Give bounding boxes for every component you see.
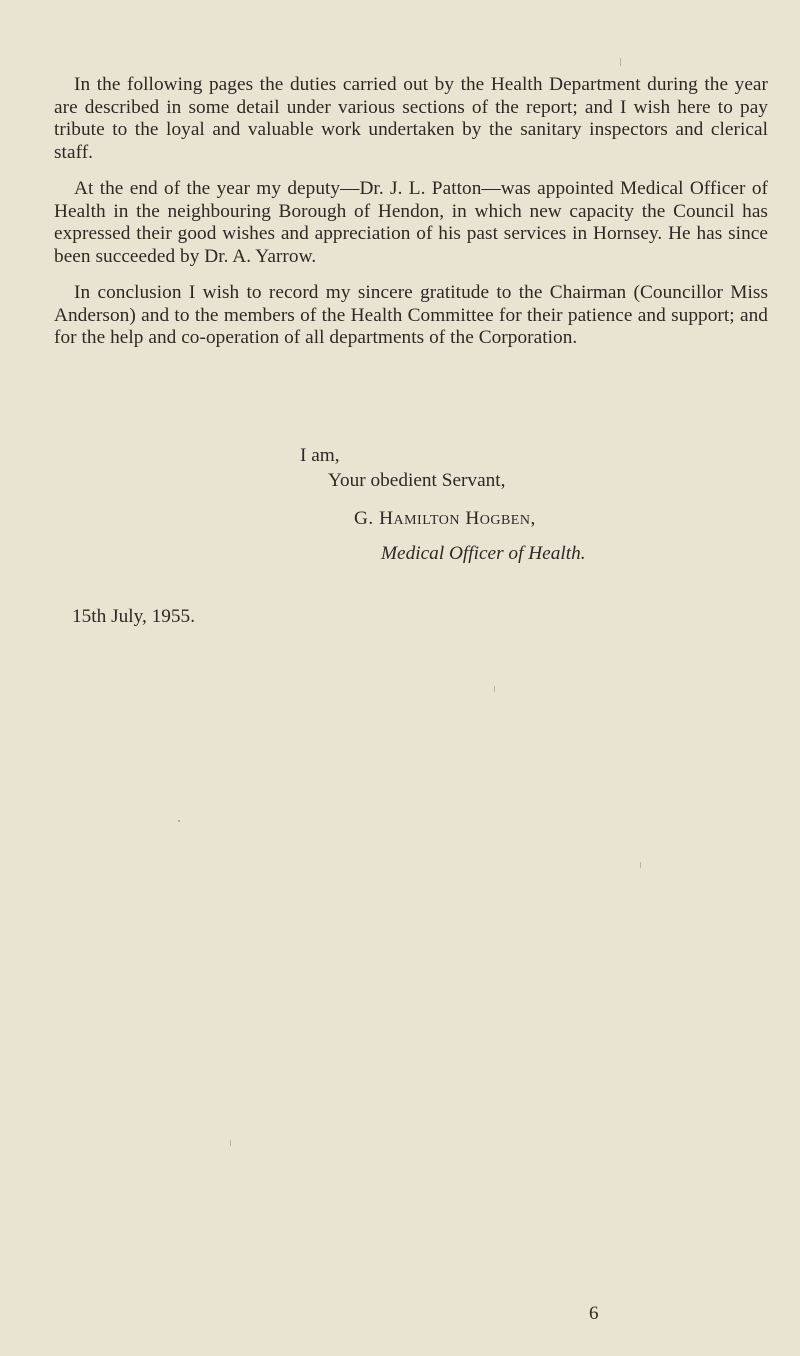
body-text: [54, 74, 768, 364]
closing-salutation: I am,: [300, 445, 340, 466]
paper-speck: [494, 686, 495, 692]
closing-valediction: Your obedient Servant,: [328, 470, 506, 491]
page-number: 6: [589, 1303, 599, 1324]
paragraph-conclusion: In conclusion I wish to record my sincere gratitude to the Chairman (Councillor Miss Anderson) and to the members of the Health Committee for their patience and support; and for the help and co-operation of all departments of the Corporation.: [54, 282, 768, 348]
paragraph-tribute: In the following pages the duties carried out by the Health Department during the year are described in some detail under various sections of the report; and I wish here to pay tribute to the loyal and valuable work undertaken by the sanitary inspectors and clerical staff.: [54, 74, 768, 163]
paper-speck: [178, 820, 180, 822]
signatory-name: G. Hamilton Hogben,: [354, 508, 536, 529]
paragraph-deputy: At the end of the year my deputy—Dr. J. L. Patton—was appointed Medical Officer of Health in the neighbouring Borough of Hendon, in which new capacity the Council has expressed their good wishes and appreciation of his past services in Hornsey. He has since been succeeded by Dr. A. Yarrow.: [54, 178, 768, 267]
paper-speck: [230, 1140, 231, 1146]
signatory-title: Medical Officer of Health.: [381, 543, 586, 564]
paper-speck: [640, 862, 641, 868]
letter-date: 15th July, 1955.: [72, 606, 196, 627]
paper-speck: [620, 58, 621, 66]
